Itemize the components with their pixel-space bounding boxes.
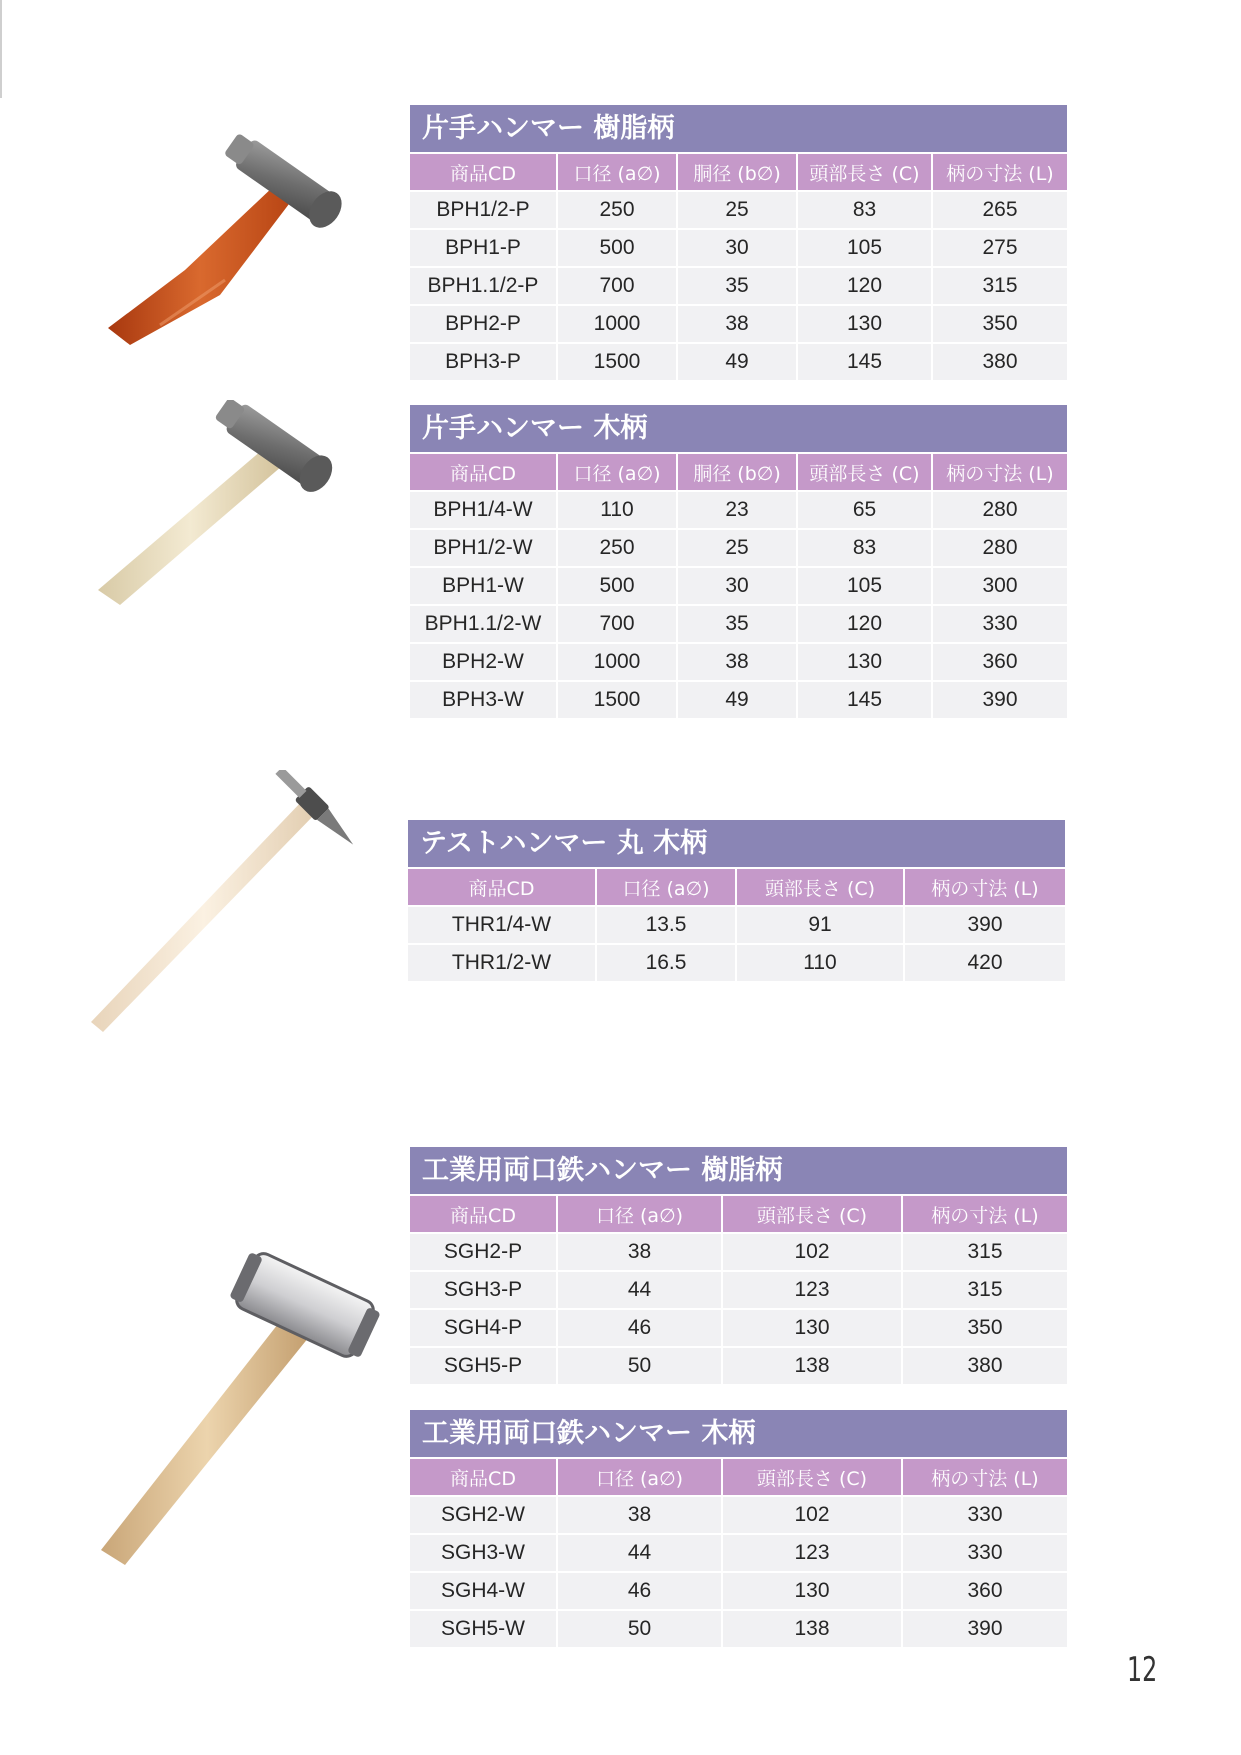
table-cell: 130 — [722, 1309, 902, 1347]
table-cell: 46 — [557, 1572, 722, 1610]
table-cell: 50 — [557, 1347, 722, 1384]
section-title: テストハンマー 丸 木柄 — [408, 820, 1065, 869]
table-cell: BPH1.1/2-P — [410, 267, 557, 305]
table-row — [410, 567, 1067, 605]
column-header: 口径 (a∅) — [557, 454, 677, 491]
table-cell: BPH1-P — [410, 229, 557, 267]
column-header: 口径 (a∅) — [557, 154, 677, 191]
column-header: 口径 (a∅) — [557, 1196, 722, 1233]
spec-table — [410, 1459, 1067, 1647]
column-header: 商品CD — [410, 154, 557, 191]
table-cell: 49 — [677, 681, 797, 718]
table-cell: 300 — [932, 567, 1067, 605]
column-header: 口径 (a∅) — [596, 869, 736, 906]
ball-pein-hammer-resin-handle-image — [100, 130, 360, 360]
table-cell: 130 — [797, 305, 932, 343]
column-header: 頭部長さ (C) — [797, 454, 932, 491]
section-title: 工業用両口鉄ハンマー 木柄 — [410, 1410, 1067, 1459]
table-row — [410, 229, 1067, 267]
table-cell: 700 — [557, 605, 677, 643]
table-header-row — [408, 869, 1065, 906]
table-cell: 360 — [932, 643, 1067, 681]
section-sledge-hammer-wood — [410, 1410, 1067, 1647]
column-header: 胴径 (b∅) — [677, 454, 797, 491]
table-header-row — [410, 1459, 1067, 1496]
table-cell: 16.5 — [596, 944, 736, 981]
table-cell: BPH1/2-P — [410, 191, 557, 229]
table-row — [410, 191, 1067, 229]
table-row — [410, 681, 1067, 718]
table-cell: 23 — [677, 491, 797, 529]
test-hammer-wood-handle-image — [85, 770, 385, 1040]
ball-pein-hammer-wood-handle-image — [90, 400, 350, 620]
table-row — [408, 906, 1065, 944]
table-cell: 110 — [736, 944, 904, 981]
table-cell: 380 — [902, 1347, 1067, 1384]
table-cell: 44 — [557, 1271, 722, 1309]
table-cell: 145 — [797, 343, 932, 380]
table-cell: SGH3-W — [410, 1534, 557, 1572]
table-row — [410, 529, 1067, 567]
table-cell: 138 — [722, 1610, 902, 1647]
table-cell: 330 — [902, 1534, 1067, 1572]
table-cell: 35 — [677, 267, 797, 305]
column-header: 柄の寸法 (L) — [904, 869, 1065, 906]
table-cell: 102 — [722, 1496, 902, 1534]
table-cell: 110 — [557, 491, 677, 529]
table-cell: 250 — [557, 191, 677, 229]
table-cell: 700 — [557, 267, 677, 305]
spec-table — [410, 154, 1067, 380]
table-header-row — [410, 454, 1067, 491]
table-row — [410, 491, 1067, 529]
table-cell: 360 — [902, 1572, 1067, 1610]
table-cell: BPH3-W — [410, 681, 557, 718]
table-cell: 102 — [722, 1233, 902, 1271]
table-header-row — [410, 1196, 1067, 1233]
table-cell: 1500 — [557, 343, 677, 380]
table-cell: SGH2-W — [410, 1496, 557, 1534]
table-cell: 500 — [557, 229, 677, 267]
table-cell: SGH5-W — [410, 1610, 557, 1647]
table-cell: 13.5 — [596, 906, 736, 944]
table-cell: 123 — [722, 1271, 902, 1309]
column-header: 商品CD — [410, 454, 557, 491]
table-cell: 500 — [557, 567, 677, 605]
table-cell: 120 — [797, 605, 932, 643]
table-row — [410, 1572, 1067, 1610]
column-header: 口径 (a∅) — [557, 1459, 722, 1496]
table-cell: BPH3-P — [410, 343, 557, 380]
table-cell: 38 — [677, 643, 797, 681]
column-header: 柄の寸法 (L) — [902, 1459, 1067, 1496]
page-number: 12 — [1127, 1650, 1158, 1690]
table-cell: 390 — [904, 906, 1065, 944]
table-row — [410, 1309, 1067, 1347]
table-row — [410, 1347, 1067, 1384]
page-edge-line — [0, 0, 2, 98]
column-header: 胴径 (b∅) — [677, 154, 797, 191]
section-ball-pein-resin — [410, 105, 1067, 380]
table-cell: 145 — [797, 681, 932, 718]
column-header: 頭部長さ (C) — [722, 1196, 902, 1233]
table-cell: 105 — [797, 229, 932, 267]
section-sledge-hammer-resin — [410, 1147, 1067, 1384]
table-row — [408, 944, 1065, 981]
table-cell: 46 — [557, 1309, 722, 1347]
column-header: 頭部長さ (C) — [736, 869, 904, 906]
table-cell: 83 — [797, 529, 932, 567]
table-cell: 330 — [902, 1496, 1067, 1534]
table-cell: 380 — [932, 343, 1067, 380]
table-cell: 315 — [902, 1233, 1067, 1271]
table-cell: 280 — [932, 491, 1067, 529]
table-row — [410, 343, 1067, 380]
table-cell: 420 — [904, 944, 1065, 981]
table-cell: SGH3-P — [410, 1271, 557, 1309]
table-cell: 50 — [557, 1610, 722, 1647]
table-row — [410, 605, 1067, 643]
spec-table — [408, 869, 1065, 981]
table-cell: 350 — [932, 305, 1067, 343]
table-cell: 138 — [722, 1347, 902, 1384]
sledge-hammer-wood-handle-image — [95, 1240, 395, 1570]
table-row — [410, 1610, 1067, 1647]
table-cell: 83 — [797, 191, 932, 229]
table-cell: THR1/2-W — [408, 944, 596, 981]
table-cell: 105 — [797, 567, 932, 605]
section-ball-pein-wood — [410, 405, 1067, 718]
table-cell: 315 — [932, 267, 1067, 305]
table-cell: THR1/4-W — [408, 906, 596, 944]
table-cell: 1500 — [557, 681, 677, 718]
table-cell: 120 — [797, 267, 932, 305]
column-header: 商品CD — [410, 1459, 557, 1496]
spec-table — [410, 1196, 1067, 1384]
table-cell: 315 — [902, 1271, 1067, 1309]
table-row — [410, 643, 1067, 681]
table-cell: 38 — [677, 305, 797, 343]
table-cell: 44 — [557, 1534, 722, 1572]
table-cell: SGH4-W — [410, 1572, 557, 1610]
table-cell: 91 — [736, 906, 904, 944]
section-test-hammer-wood — [408, 820, 1065, 981]
table-cell: SGH2-P — [410, 1233, 557, 1271]
table-cell: 275 — [932, 229, 1067, 267]
column-header: 柄の寸法 (L) — [902, 1196, 1067, 1233]
table-cell: 265 — [932, 191, 1067, 229]
table-cell: 1000 — [557, 643, 677, 681]
table-cell: 25 — [677, 529, 797, 567]
column-header: 商品CD — [410, 1196, 557, 1233]
table-row — [410, 305, 1067, 343]
section-title: 工業用両口鉄ハンマー 樹脂柄 — [410, 1147, 1067, 1196]
column-header: 柄の寸法 (L) — [932, 154, 1067, 191]
spec-table — [410, 454, 1067, 718]
table-cell: 280 — [932, 529, 1067, 567]
table-cell: 1000 — [557, 305, 677, 343]
table-cell: 330 — [932, 605, 1067, 643]
table-cell: 130 — [797, 643, 932, 681]
table-cell: 25 — [677, 191, 797, 229]
table-cell: 38 — [557, 1233, 722, 1271]
column-header: 商品CD — [408, 869, 596, 906]
table-cell: BPH2-P — [410, 305, 557, 343]
table-cell: 30 — [677, 567, 797, 605]
table-cell: BPH1/4-W — [410, 491, 557, 529]
table-cell: 65 — [797, 491, 932, 529]
section-title: 片手ハンマー 樹脂柄 — [410, 105, 1067, 154]
table-cell: 35 — [677, 605, 797, 643]
column-header: 頭部長さ (C) — [722, 1459, 902, 1496]
table-cell: 390 — [932, 681, 1067, 718]
table-header-row — [410, 154, 1067, 191]
table-row — [410, 1534, 1067, 1572]
table-cell: BPH1-W — [410, 567, 557, 605]
table-row — [410, 1496, 1067, 1534]
section-title: 片手ハンマー 木柄 — [410, 405, 1067, 454]
column-header: 頭部長さ (C) — [797, 154, 932, 191]
table-row — [410, 1233, 1067, 1271]
table-cell: BPH1.1/2-W — [410, 605, 557, 643]
table-cell: BPH1/2-W — [410, 529, 557, 567]
column-header: 柄の寸法 (L) — [932, 454, 1067, 491]
table-cell: 350 — [902, 1309, 1067, 1347]
table-cell: SGH4-P — [410, 1309, 557, 1347]
table-cell: 30 — [677, 229, 797, 267]
table-cell: 38 — [557, 1496, 722, 1534]
table-cell: 49 — [677, 343, 797, 380]
table-cell: 123 — [722, 1534, 902, 1572]
table-cell: 130 — [722, 1572, 902, 1610]
table-cell: 390 — [902, 1610, 1067, 1647]
table-row — [410, 267, 1067, 305]
table-cell: 250 — [557, 529, 677, 567]
table-cell: BPH2-W — [410, 643, 557, 681]
table-row — [410, 1271, 1067, 1309]
table-cell: SGH5-P — [410, 1347, 557, 1384]
